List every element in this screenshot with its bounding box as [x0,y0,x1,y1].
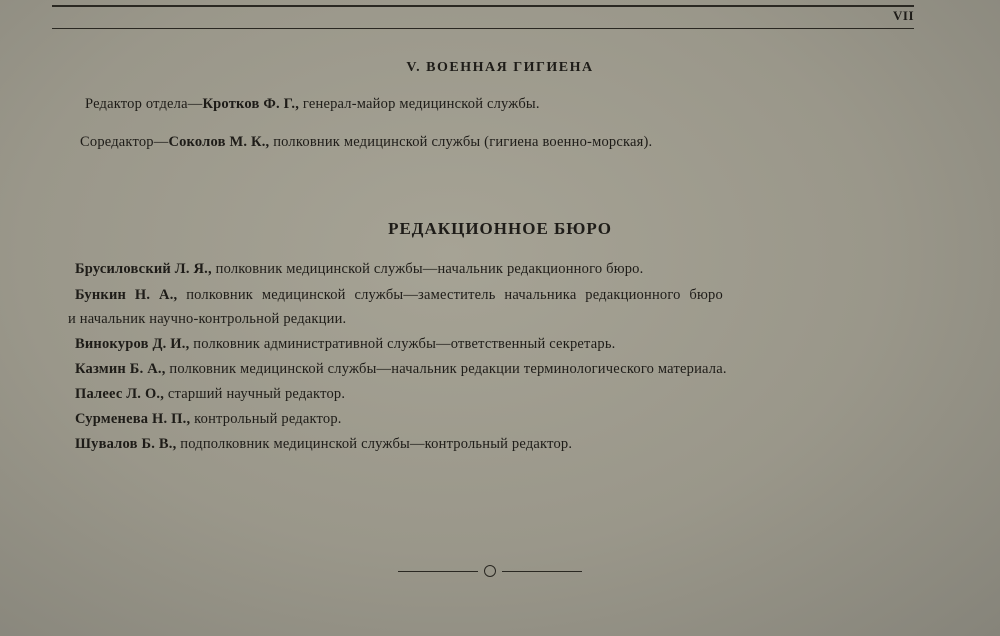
section-coeditor: Соредактор—Соколов М. К., полковник медицинской службы (гигиена военно-морская). [80,134,653,150]
ornament-dash-left [398,571,478,572]
end-ornament [398,563,582,579]
ornament-dash-right [502,571,582,572]
bureau-member: Палеес Л. О., старший научный редактор. [75,386,346,402]
bureau-member: Шувалов Б. В., подполковник медицинской службы—контрольный редактор. [75,436,573,452]
section-editor: Редактор отдела—Кротков Ф. Г., генерал-майор медицинской службы. [85,96,540,112]
ornament-circle-icon [484,565,496,577]
section-title: V. ВОЕННАЯ ГИГИЕНА [406,60,594,75]
page-number: VII [893,8,915,23]
bureau-member: Сурменева Н. П., контрольный редактор. [75,411,342,427]
bureau-member: Казмин Б. А., полковник медицинской службы—начальник редакции терминологического материала. [75,361,727,377]
bureau-title: РЕДАКЦИОННОЕ БЮРО [388,219,612,238]
header-rule-bottom [52,28,914,29]
bureau-member-continuation: и начальник научно-контрольной редакции. [68,311,347,327]
bureau-member: Бункин Н. А., полковник медицинской службы—заместитель начальника редакционного бюро [75,287,723,303]
bureau-member: Брусиловский Л. Я., полковник медицинской службы—начальник редакционного бюро. [75,261,644,277]
bureau-member: Винокуров Д. И., полковник административной службы—ответственный секретарь. [75,336,616,352]
header-rule-top [52,5,914,7]
